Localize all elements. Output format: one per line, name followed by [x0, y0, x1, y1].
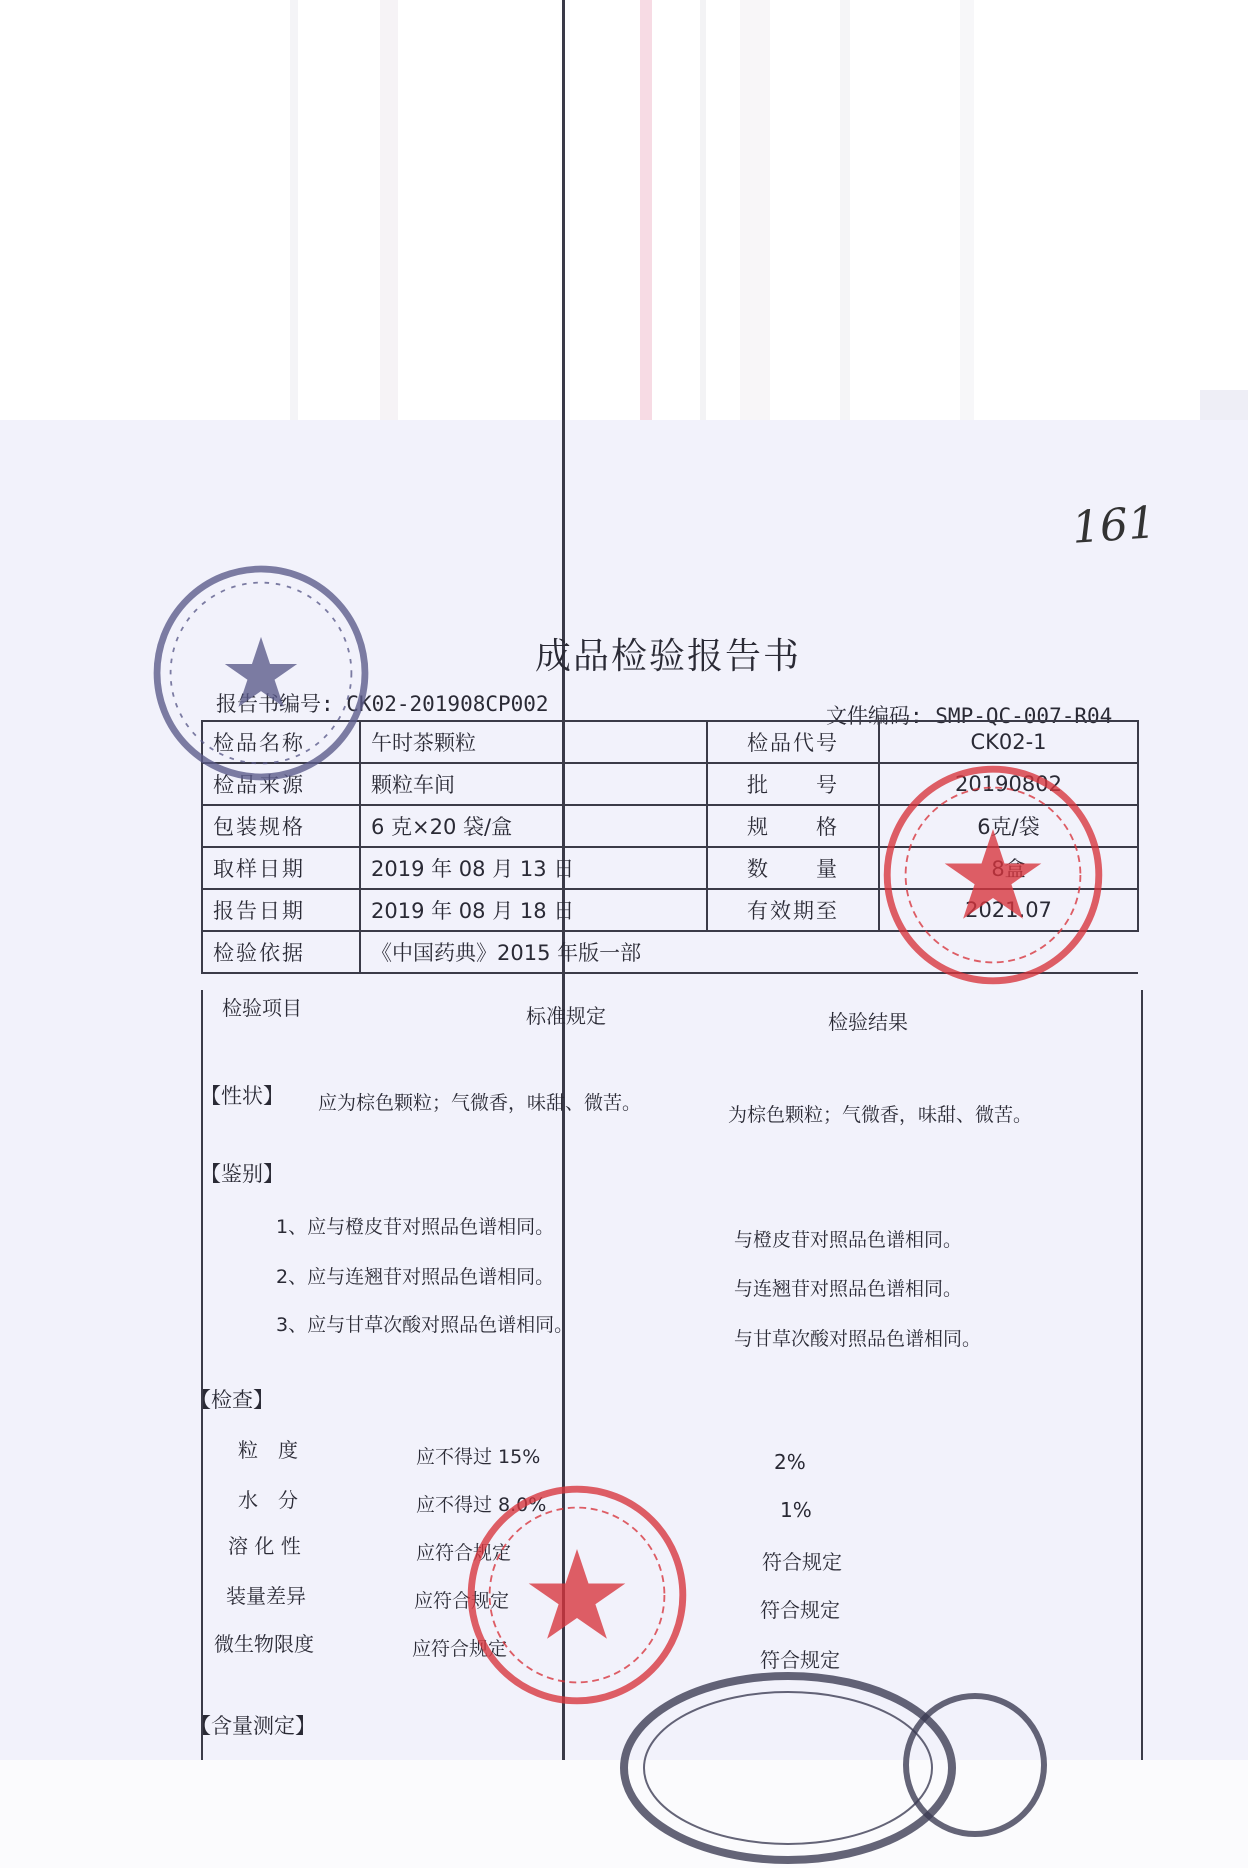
cell-label: 检品代号: [707, 721, 879, 763]
cell-value: 6克/袋: [879, 805, 1138, 847]
result-text: 1%: [780, 1498, 812, 1522]
column-header-item: 检验项目: [222, 996, 302, 1020]
scan-stripe: [290, 0, 298, 420]
standard-text: 应符合规定: [414, 1590, 510, 1612]
handwritten-page-number: 161: [1070, 497, 1158, 554]
section-label-xingzhuang: 【性状】: [200, 1084, 284, 1108]
scan-stripe: [640, 0, 652, 420]
check-item: 粒 度: [238, 1438, 298, 1462]
result-text: 与甘草次酸对照品色谱相同。: [734, 1328, 982, 1350]
result-text: 符合规定: [760, 1648, 840, 1672]
cell-value: 6 克×20 袋/盒: [360, 805, 707, 847]
standard-text: 应符合规定: [416, 1542, 512, 1564]
cell-value: CK02-1: [879, 721, 1138, 763]
result-text: 与橙皮苷对照品色谱相同。: [734, 1229, 963, 1251]
dark-company-seal-2: [900, 1690, 1050, 1840]
cell-label: 数 量: [707, 847, 879, 889]
cell-label: 报告日期: [202, 889, 360, 931]
sheet-edge: [1200, 390, 1248, 420]
cell-label: 批 号: [707, 763, 879, 805]
standard-text: 应符合规定: [412, 1638, 508, 1660]
cell-value: 午时茶颗粒: [360, 721, 707, 763]
report-title: 成品检验报告书: [535, 636, 802, 677]
standard-text: 2、应与连翘苷对照品色谱相同。: [276, 1266, 555, 1288]
cell-value: 《中国药典》2015 年版一部: [360, 931, 1138, 973]
cell-value: 2019 年 08 月 13 日: [360, 847, 707, 889]
cell-label: 检品来源: [202, 763, 360, 805]
cell-value: 颗粒车间: [360, 763, 707, 805]
scan-stripe: [740, 0, 770, 420]
cell-label: 规 格: [707, 805, 879, 847]
standard-text: 3、应与甘草次酸对照品色谱相同。: [276, 1314, 574, 1336]
cell-label: 有效期至: [707, 889, 879, 931]
section-label-jianbie: 【鉴别】: [200, 1162, 284, 1186]
file-number: 文件编码: SMP-QC-007-R04: [826, 704, 1113, 728]
check-item: 微生物限度: [214, 1632, 314, 1656]
result-text: 为棕色颗粒；气微香，味甜、微苦。: [728, 1104, 1033, 1126]
scan-stripe: [700, 0, 706, 420]
standard-text: 1、应与橙皮苷对照品色谱相同。: [276, 1216, 555, 1238]
column-header-standard: 标准规定: [526, 1004, 606, 1028]
scan-stripe: [380, 0, 398, 420]
cell-value: 20190802: [879, 763, 1138, 805]
cell-label: 包装规格: [202, 805, 360, 847]
column-header-result: 检验结果: [828, 1010, 908, 1034]
standard-text: 应不得过 8.0%: [416, 1494, 547, 1516]
standard-text: 应不得过 15%: [416, 1446, 541, 1468]
scan-stripe: [840, 0, 850, 420]
result-text: 符合规定: [760, 1598, 840, 1622]
cell-label: 检验依据: [202, 931, 360, 973]
cell-label: 检品名称: [202, 721, 360, 763]
blue-company-seal: [148, 560, 374, 786]
section-label-hanliang: 【含量测定】: [190, 1714, 316, 1738]
report-number: 报告书编号: CK02-201908CP002: [216, 692, 549, 716]
check-item: 水 分: [238, 1488, 298, 1512]
result-text: 2%: [774, 1450, 806, 1474]
seal-graphic: [878, 760, 1108, 990]
red-company-seal: [878, 760, 1108, 990]
section-label-jiancha: 【检查】: [190, 1388, 274, 1412]
top-blank-area: [0, 0, 1248, 420]
seal-graphic: [900, 1690, 1050, 1840]
seal-graphic: [148, 560, 374, 786]
check-item: 装量差异: [226, 1584, 306, 1608]
result-text: 与连翘苷对照品色谱相同。: [734, 1278, 963, 1300]
cell-value: 2021.07: [879, 889, 1138, 931]
standard-text: 应为棕色颗粒；气微香，味甜、微苦。: [318, 1092, 642, 1114]
scan-stripe: [960, 0, 974, 420]
check-item: 溶 化 性: [228, 1534, 301, 1558]
result-text: 符合规定: [762, 1550, 842, 1574]
cell-label: 取样日期: [202, 847, 360, 889]
cell-value: 2019 年 08 月 18 日: [360, 889, 707, 931]
